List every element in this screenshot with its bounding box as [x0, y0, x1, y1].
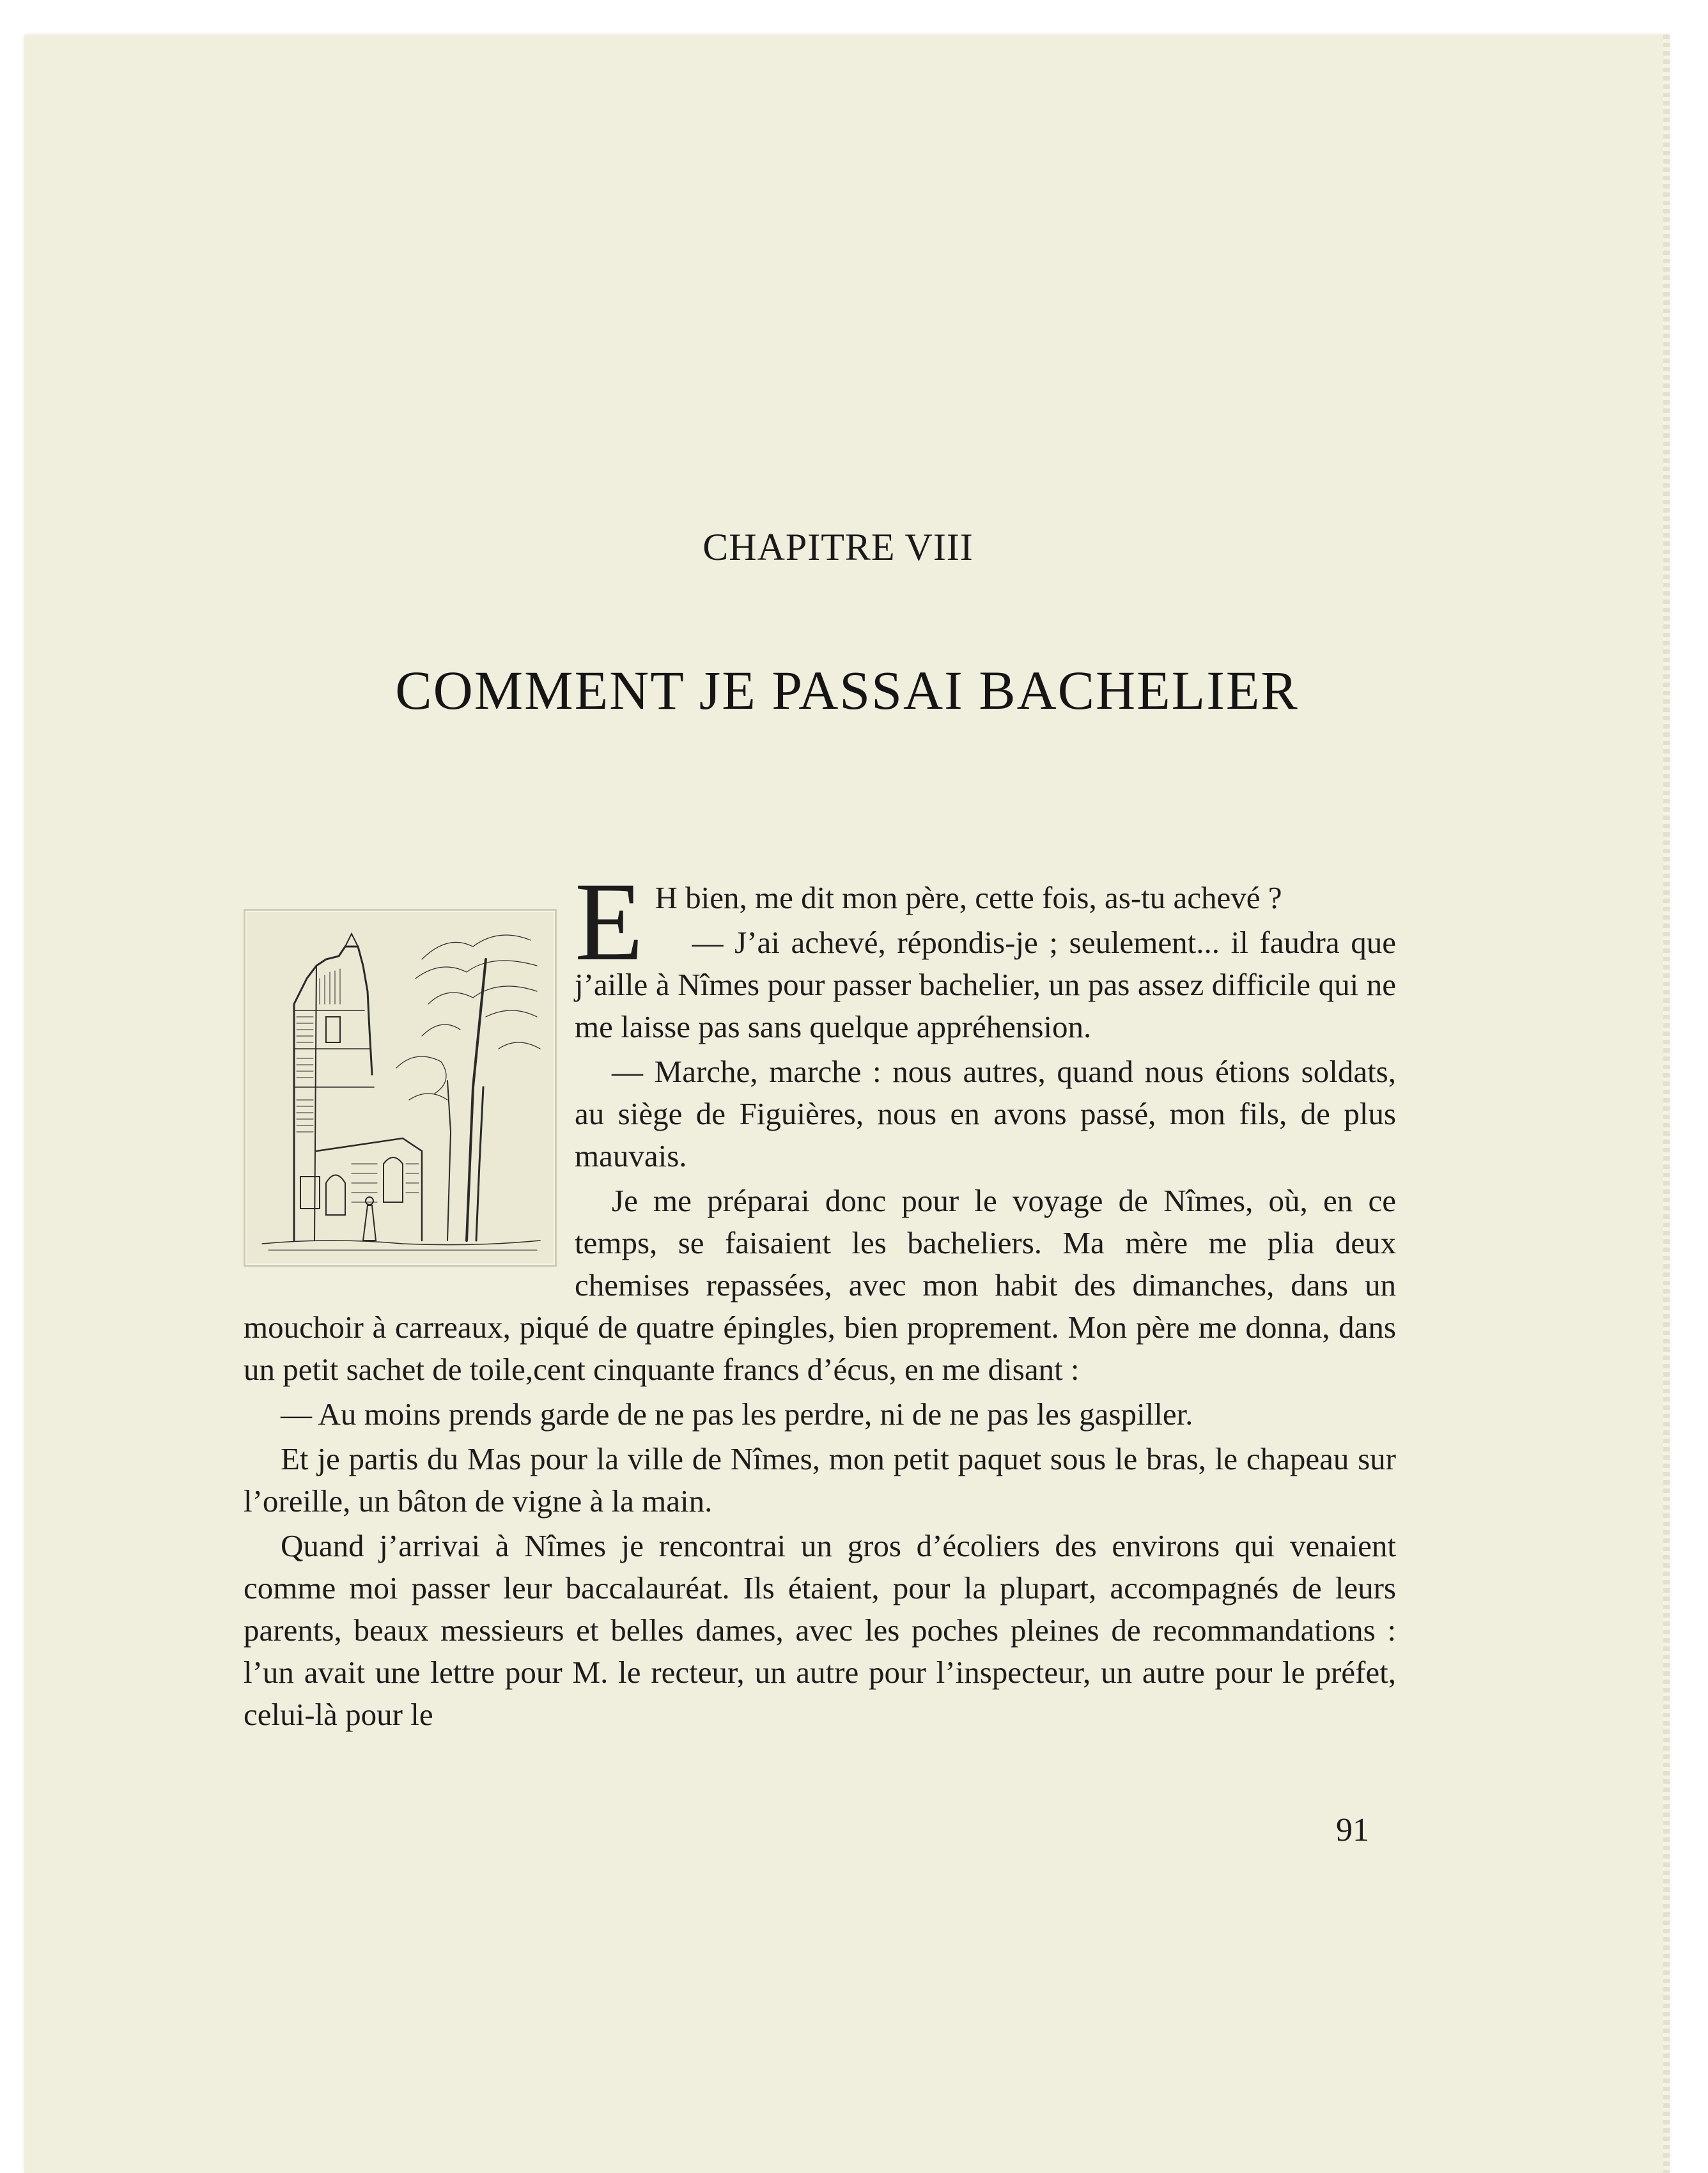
paragraph-4: — Au moins prends garde de ne pas les perdre, ni de ne pas les gaspiller. [281, 1396, 1193, 1432]
paragraph-3: Je me préparai donc pour le voyage de Nîmes, où, en ce temps, se faisaient les bacheliers. Ma mère me plia deux chemises repassées, avec mon habit des dimanches, dans un mouchoir à carreaux, piqué de quatre épingles, bien proprement. Mon père me donna, dans un petit sachet de toile,cent cinquante francs d’écus, en me disant : [244, 1183, 1396, 1387]
paragraph-6: Quand j’arrivai à Nîmes je rencontrai un gros d’écoliers des environs qui venaient comme moi passer leur baccalauréat. Ils étaient, pour la plupart, accompagnés de leurs parents, beaux messieurs et belles dames, avec les poches pleines de recommandations : l’un avait une lettre pour M. le recteur, un autre pour l’inspecteur, un autre pour le préfet, celui-là pour le [244, 1528, 1396, 1732]
first-paragraph-text: H bien, me dit mon père, cette fois, as-tu achevé ? [655, 880, 1282, 915]
body-text [244, 860, 1396, 1736]
paragraph-2: — Marche, marche : nous autres, quand nous étions soldats, au siège de Figuières, nous en avons passé, mon fils, de plus mauvais. [575, 1054, 1396, 1173]
drop-cap: E [575, 860, 644, 984]
book-page [24, 35, 1670, 2173]
paragraph-5: Et je partis du Mas pour la ville de Nîmes, mon petit paquet sous le bras, le chapeau sur l’oreille, un bâton de vigne à la main. [244, 1441, 1396, 1519]
illustration-frame [244, 909, 557, 1267]
deckled-edge [1663, 35, 1670, 2173]
page-number: 91 [1336, 1812, 1369, 1848]
etching-drawing [256, 921, 545, 1256]
chapter-heading: CHAPITRE VIII [703, 526, 974, 568]
paragraph-1: — J’ai achevé, répondis-je ; seulement... il faudra que j’aille à Nîmes pour passer bachelier, un pas assez difficile qui ne me laisse pas sans quelque appréhension. [575, 925, 1396, 1044]
chapter-title: COMMENT JE PASSAI BACHELIER [395, 660, 1299, 721]
etching-ruined-tower-icon [244, 909, 557, 1267]
